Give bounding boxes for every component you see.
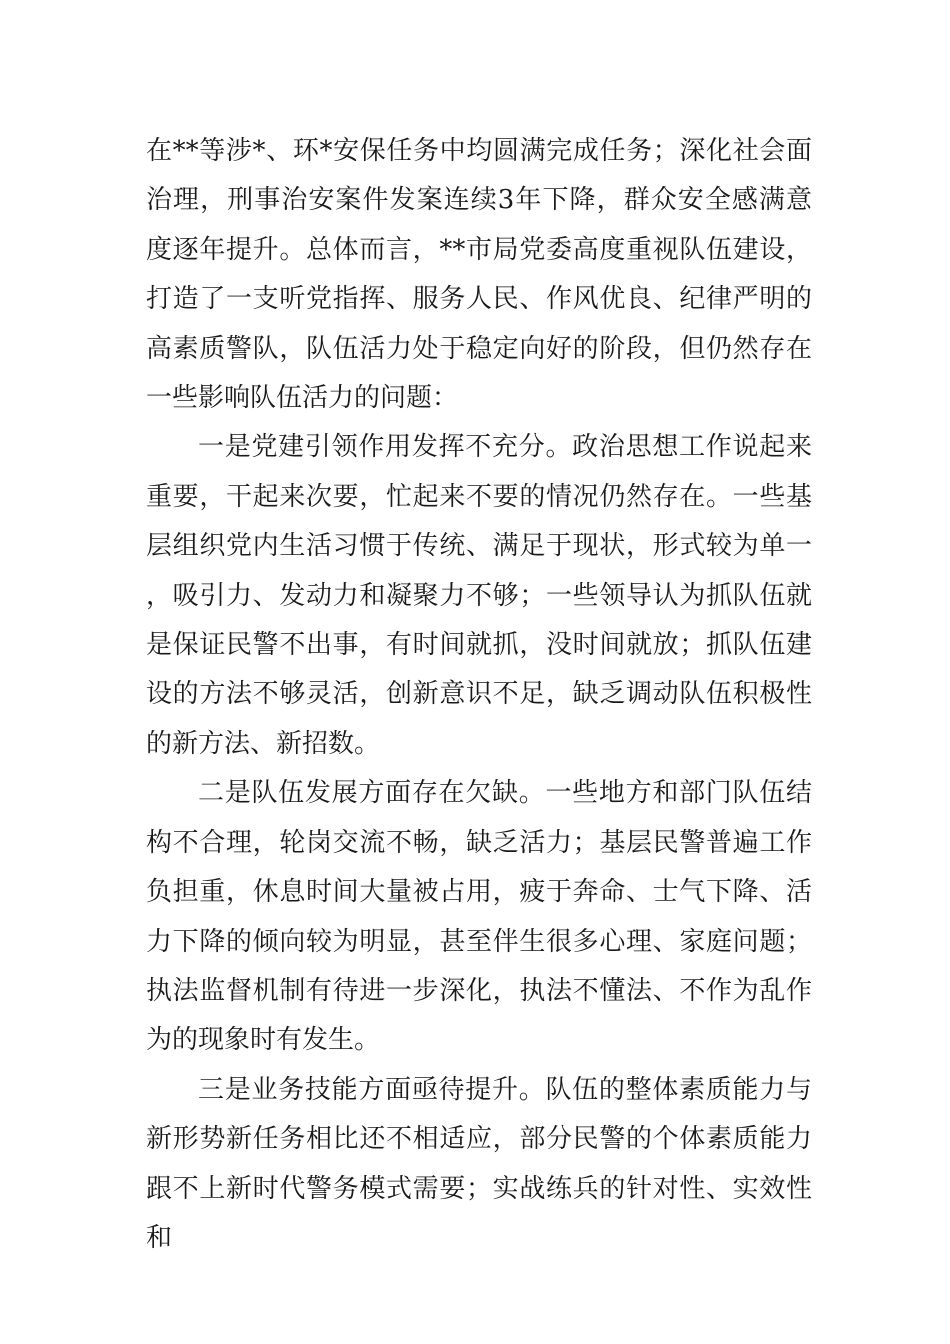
document-body — [146, 127, 812, 1263]
paragraph-party-building: 一是党建引领作用发挥不充分。政治思想工作说起来重要，干起来次要，忙起来不要的情况仍然存在。一些基层组织党内生活习惯于传统、满足于现状，形式较为单一，吸引力、发动力和凝聚力不够；一些领导认为抓队伍就是保证民警不出事，有时间就抓，没时间就放；抓队伍建设的方法不够灵活，创新意识不足，缺乏调动队伍积极性的新方法、新招数。 — [146, 432, 812, 759]
paragraph-team-development: 二是队伍发展方面存在欠缺。一些地方和部门队伍结构不合理，轮岗交流不畅，缺乏活力；基层民警普遍工作负担重，休息时间大量被占用，疲于奔命、士气下降、活力下降的倾向较为明显，甚至伴生很多心理、家庭问题；执法监督机制有待进一步深化，执法不懂法、不作为乱作为的现象时有发生。 — [146, 778, 812, 1056]
paragraph-professional-skills: 三是业务技能方面亟待提升。队伍的整体素质能力与新形势新任务相比还不相适应，部分民警的个体素质能力跟不上新时代警务模式需要；实战练兵的针对性、实效性和 — [146, 1074, 812, 1253]
paragraph-intro: 在**等涉*、环*安保任务中均圆满完成任务；深化社会面治理，刑事治安案件发案连续3年下降，群众安全感满意度逐年提升。总体而言，**市局党委高度重视队伍建设，打造了一支听党指挥、服务人民、作风优良、纪律严明的高素质警队，队伍活力处于稳定向好的阶段，但仍然存在一些影响队伍活力的问题： — [146, 136, 812, 414]
